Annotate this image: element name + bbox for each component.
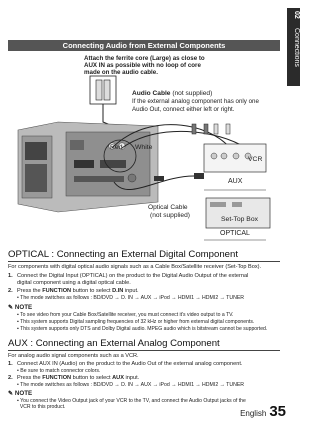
optical-note-2: ▪ This system supports Digital sampling frequencies of 32 kHz or higher from external digital components. [17,319,255,325]
ferrite-note-line-3: made on the audio cable. [84,69,158,76]
optical-step-2: 2. Press the FUNCTION button to select D.IN input. [8,288,139,294]
section-divider [8,261,280,262]
optical-cable-sub: (not supplied) [150,212,190,219]
optical-intro: For components with digital optical audio signals such as a Cable Box/Satellite receiver (Set-Top Box). [8,264,262,270]
optical-note-1: ▪ To see video from your Cable Box/Satellite receiver, you must connect it's video output to a TV. [17,312,234,318]
aux-note-1: ▪ You connect the Video Output jack of your VCR to the TV, and connect the Audio Output jacks of the VCR to this product. [17,398,246,411]
white-label: White [135,144,153,151]
optical-plug-icon [154,176,164,181]
optical-section-title: OPTICAL : Connecting an External Digital Component [8,249,239,260]
footer-language: English [240,409,267,418]
audio-cable-desc-2: Audio Out, connect either left or right. [132,106,235,113]
optical-note-3: ▪ This system supports only DTS and Dolby Digital audio. MPEG audio which is bitstream cannot be supported. [17,326,268,332]
connection-diagram [8,52,280,248]
ferrite-core-icon [104,80,110,100]
aux-step-1: 1. Connect AUX IN (Audio) on the product to the Audio Out of the external analog component. [8,361,243,367]
optical-note-heading: ✎ NOTE [8,304,33,311]
rca-plug-icon [214,124,218,134]
rca-plug-icon [226,124,230,134]
ferrite-note-line-1: Attach the ferrite core (Large) as close to [84,55,205,62]
optical-plug-icon [194,173,204,179]
note-icon: ✎ [8,390,14,397]
section-number: 02 [293,11,300,19]
page-footer [240,403,286,421]
section-divider [8,350,280,351]
receiver-back-panel [18,122,158,212]
red-label: Red [110,144,123,151]
optical-cable-label: Optical Cable [148,204,188,211]
audio-cable-desc-1: If the external analog component has only one [132,98,259,105]
ferrite-core-box [90,76,116,104]
page-number: 35 [269,403,286,420]
aux-section-title: AUX : Connecting an External Analog Component [8,338,220,349]
aux-color-bullet: • Be sure to match connector colors. [17,368,101,374]
ferrite-core-icon [96,80,102,100]
aux-mode-bullet: • The mode switches as follows : BD/DVD → D. IN → AUX → iPod → HDMI1 → HDMI2 → TUNER [17,382,245,388]
set-top-box-label: Set-Top Box [221,216,259,223]
section-label: Connections [293,28,300,67]
aux-label: AUX [228,178,243,185]
rca-plug-icon [204,124,208,134]
ferrite-note-line-2: AUX IN as possible with no loop of core [84,62,201,69]
optical-mode-bullet: • The mode switches as follows : BD/DVD → D. IN → AUX → iPod → HDMI1 → HDMI2 → TUNER [17,295,245,301]
optical-step-1: 1. Connect the Digital Input (OPTICAL) on the product to the Digital Audio Output of the external digital component using a digital optical cable. [8,273,249,286]
note-icon: ✎ [8,304,14,311]
aux-intro: For analog audio signal components such as a VCR. [8,353,139,359]
aux-step-2: 2. Press the FUNCTION button to select AUX input. [8,375,140,381]
optical-label: OPTICAL [220,230,250,237]
rca-plug-icon [192,124,196,134]
vcr-label: VCR [248,156,263,163]
section-tab [287,8,300,86]
aux-note-heading: ✎ NOTE [8,390,33,397]
audio-cable-label: Audio Cable (not supplied) [132,90,213,97]
banner-title: Connecting Audio from External Components [8,40,280,51]
